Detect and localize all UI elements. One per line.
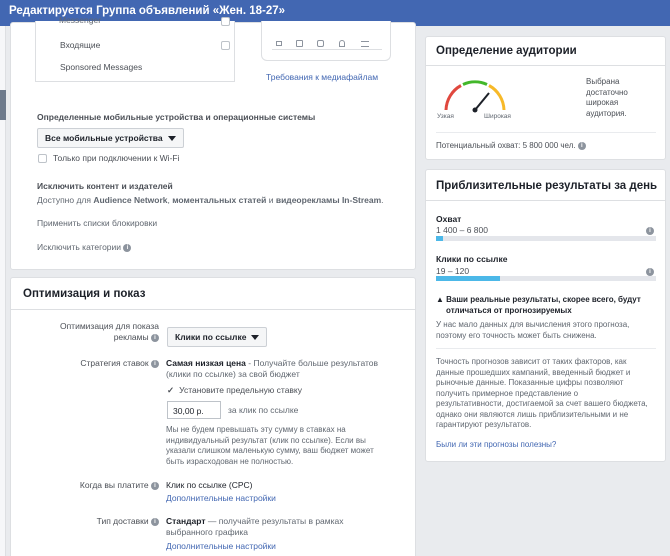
info-icon[interactable]: i	[151, 360, 159, 368]
chevron-down-icon	[168, 136, 176, 141]
audience-title: Определение аудитории	[436, 45, 577, 57]
info-icon[interactable]: i	[646, 268, 654, 276]
accuracy-warning-description: У нас мало данных для вычисления этого прогноза, поэтому его точность может быть снижена.	[436, 320, 630, 340]
estimated-results-card	[425, 169, 666, 462]
info-icon[interactable]: i	[151, 482, 159, 490]
accuracy-explanation: Точность прогнозов зависит от таких факторов, как данные прошедших кампаний, введенный бюджет и рыночные данные. Показанные цифры позволяют получить примерное представление о результативности, достигаемой за счет вашего бюджета, однако они являются лишь приблизительными и не гарантируют результатов.	[436, 357, 648, 429]
estimated-clicks-value: 19 – 120	[436, 266, 470, 276]
optimization-goal-value: Клики по ссылке	[175, 332, 247, 342]
gauge-narrow-arc	[446, 86, 461, 111]
potential-reach: Потенциальный охват: 5 800 000 чел. i	[436, 141, 586, 150]
gauge-broad-label: Широкая	[484, 113, 511, 120]
info-icon[interactable]: i	[646, 227, 654, 235]
exclude-categories-link[interactable]: Исключить категории i	[37, 242, 131, 252]
header-title: Редактируется Группа объявлений «Жен. 18-27»	[9, 5, 286, 17]
placement-item-sponsored[interactable]: Sponsored Messages	[60, 62, 143, 72]
estimated-clicks-bar-fill	[436, 276, 500, 281]
audience-definition-card	[425, 36, 666, 160]
billing-value: Клик по ссылке (CPC)	[166, 480, 253, 490]
left-navigation-strip	[0, 26, 6, 556]
billing-advanced-link[interactable]: Дополнительные настройки	[166, 493, 276, 503]
placements-card	[10, 15, 416, 270]
devices-dropdown[interactable]	[37, 128, 184, 148]
audience-gauge	[440, 76, 510, 114]
estimates-divider	[426, 200, 665, 201]
optimization-divider	[11, 309, 415, 310]
placement-checkbox-inbox[interactable]	[221, 41, 230, 50]
phone-preview	[261, 21, 391, 61]
placement-item-inbox[interactable]: Входящие	[60, 40, 101, 50]
phone-nav-home-icon	[276, 41, 282, 46]
exclude-title: Исключить контент и издателей	[37, 181, 173, 191]
audience-divider-2	[436, 132, 656, 133]
bid-cap-option[interactable]: ✓ Установите предельную ставку	[167, 385, 303, 395]
gauge-narrow-label: Узкая	[437, 113, 454, 120]
gauge-specific-arc	[463, 82, 487, 85]
apply-blocklists-link[interactable]: Применить списки блокировки	[37, 218, 158, 228]
bid-note: Мы не будем превышать эту сумму в ставках на индивидуальный результат (клик по ссылке). Если вы указали слишком маленькую сумму, ваш бюджет может быть израсходован не полностью.	[166, 425, 374, 466]
bid-unit-label: за клик по ссылке	[228, 405, 299, 415]
estimated-clicks-label: Клики по ссылке	[436, 254, 508, 264]
info-icon[interactable]: i	[151, 518, 159, 526]
exclude-description: Доступно для Audience Network, моментальных статей и видеорекламы In-Stream.	[37, 195, 384, 205]
audience-divider	[426, 65, 665, 66]
optimization-goal-dropdown[interactable]	[167, 327, 267, 347]
estimated-reach-label: Охват	[436, 214, 462, 224]
devices-title: Определенные мобильные устройства и операционные системы	[37, 112, 316, 122]
gauge-needle	[475, 93, 489, 110]
optimization-card	[10, 277, 416, 556]
wifi-checkbox[interactable]	[38, 154, 47, 163]
phone-nav-bell-icon	[339, 40, 345, 47]
delivery-advanced-link[interactable]: Дополнительные настройки	[166, 541, 276, 551]
bid-amount-input[interactable]: 30,00 р.	[167, 401, 221, 419]
chevron-down-icon	[251, 335, 259, 340]
bid-strategy-label: Стратегия ставок i	[31, 358, 159, 368]
phone-nav-menu-icon	[361, 41, 369, 47]
phone-nav-bar	[272, 49, 382, 50]
estimates-divider-2	[436, 348, 656, 349]
checkmark-icon: ✓	[167, 385, 175, 395]
estimated-reach-bar-fill	[436, 236, 443, 241]
billing-label: Когда вы платите i	[31, 480, 159, 490]
optimization-title: Оптимизация и показ	[23, 288, 146, 300]
devices-dropdown-label: Все мобильные устройства	[45, 133, 163, 143]
phone-nav-play-icon	[296, 40, 303, 47]
info-icon[interactable]: i	[123, 244, 131, 252]
info-icon[interactable]: i	[578, 142, 586, 150]
optimization-goal-label: Оптимизация для показа рекламы i	[59, 321, 159, 342]
accuracy-warning: ▲ Ваши реальные результаты, скорее всего, будут отличаться от прогнозируемых	[436, 295, 641, 315]
estimates-title: Приблизительные результаты за день	[436, 180, 658, 192]
gauge-broad-arc	[489, 86, 504, 111]
audience-breadth-text: Выбрана достаточно широкая аудитория.	[586, 77, 628, 118]
bid-strategy-value[interactable]: Самая низкая цена - Получайте больше результатов (клики по ссылке) за свой бюджет	[166, 358, 379, 379]
phone-nav-shop-icon	[317, 40, 324, 47]
media-requirements-link[interactable]: Требования к медиафайлам	[266, 72, 379, 82]
estimated-clicks-bar	[436, 276, 656, 281]
placement-list	[35, 15, 235, 82]
wifi-label: Только при подключении к Wi-Fi	[53, 153, 180, 163]
gauge-pivot	[473, 108, 478, 113]
delivery-type-value: Стандарт — получайте результаты в рамках выбранного графика	[166, 516, 344, 537]
placement-checkbox-messenger[interactable]	[221, 17, 230, 26]
estimated-reach-bar	[436, 236, 656, 241]
warning-icon: ▲	[436, 295, 444, 304]
info-icon[interactable]: i	[151, 334, 159, 342]
placement-item-messenger[interactable]: Messenger	[59, 15, 102, 25]
estimates-feedback-link[interactable]: Были ли эти прогнозы полезны?	[436, 440, 557, 449]
estimated-reach-value: 1 400 – 6 800	[436, 225, 488, 235]
delivery-type-label: Тип доставки i	[31, 516, 159, 526]
